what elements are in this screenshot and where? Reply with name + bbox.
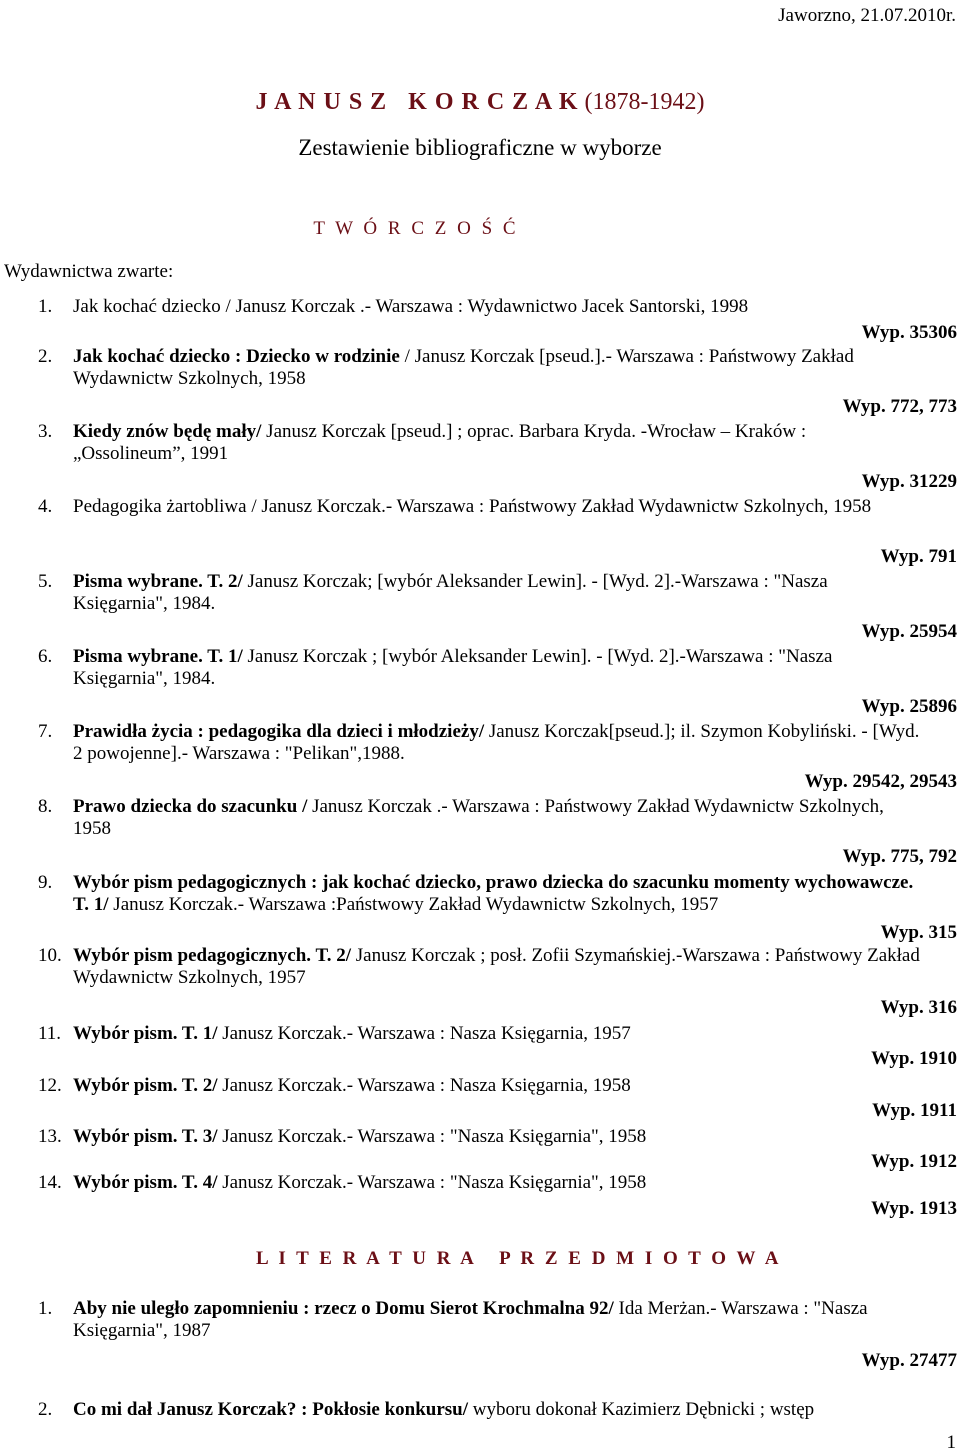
document-title — [0, 88, 960, 116]
entry-number: 9. — [38, 872, 53, 893]
entry-text: Pedagogika żartobliwa / Janusz Korczak.- Warszawa : Państwowy Zakład Wydawnictw Szkolnych, 1958 — [73, 496, 872, 517]
entry-number: 13. — [38, 1126, 62, 1147]
entry-signature: Wyp. 27477 — [861, 1350, 957, 1371]
entry-text: Jak kochać dziecko / Janusz Korczak .- Warszawa : Wydawnictwo Jacek Santorski, 1998 — [73, 296, 749, 317]
entry-number: 1. — [38, 1298, 53, 1319]
entry-number: 12. — [38, 1075, 62, 1096]
entry-signature: Wyp. 316 — [880, 997, 957, 1018]
entry-signature: Wyp. 315 — [880, 922, 957, 943]
entry-text: Prawidła życia : pedagogika dla dzieci i młodzieży/ Janusz Korczak[pseud.]; il. Szymon Kobyliński. - [Wyd. 2 powojenne].- Warszawa : "Pelikan",1988. — [73, 721, 920, 764]
title-years: (1878-1942) — [584, 89, 705, 115]
place-date: Jaworzno, 21.07.2010r. — [778, 5, 956, 26]
entry-text: Wybór pism. T. 2/ Janusz Korczak.- Warszawa : Nasza Księgarnia, 1958 — [73, 1075, 631, 1096]
entry-text: Wybór pism pedagogicznych. T. 2/ Janusz Korczak ; posł. Zofii Szymańskiej.-Warszawa : Państwowy Zakład Wydawnictw Szkolnych, 1957 — [73, 945, 920, 988]
entry-text: Wybór pism. T. 1/ Janusz Korczak.- Warszawa : Nasza Księgarnia, 1957 — [73, 1023, 631, 1044]
entry-signature: Wyp. 775, 792 — [842, 846, 957, 867]
entry-signature: Wyp. 35306 — [861, 322, 957, 343]
page-number: 1 — [946, 1432, 956, 1453]
entry-number: 3. — [38, 421, 53, 442]
entry-signature: Wyp. 1912 — [871, 1151, 957, 1172]
entry-text: Co mi dał Janusz Korczak? : Pokłosie konkursu/ wyboru dokonał Kazimierz Dębnicki ; wstęp — [73, 1399, 815, 1420]
entry-text: Wybór pism. T. 3/ Janusz Korczak.- Warszawa : "Nasza Księgarnia", 1958 — [73, 1126, 647, 1147]
title-name: J A N U S Z K O R C Z A K — [255, 89, 579, 115]
entry-text: Wybór pism. T. 4/ Janusz Korczak.- Warszawa : "Nasza Księgarnia", 1958 — [73, 1172, 647, 1193]
label-wydawnictwa-zwarte: Wydawnictwa zwarte: — [4, 261, 174, 282]
entry-signature: Wyp. 25954 — [861, 621, 957, 642]
entry-signature: Wyp. 791 — [880, 546, 957, 567]
entry-number: 5. — [38, 571, 53, 592]
entry-signature: Wyp. 29542, 29543 — [804, 771, 957, 792]
entry-number: 2. — [38, 1399, 53, 1420]
entry-number: 8. — [38, 796, 53, 817]
entry-number: 1. — [38, 296, 53, 317]
entry-signature: Wyp. 25896 — [861, 696, 957, 717]
entry-text: Aby nie uległo zapomnieniu : rzecz o Domu Sierot Krochmalna 92/ Ida Merżan.- Warszawa : "Nasza Księgarnia", 1987 — [73, 1298, 868, 1341]
entry-signature: Wyp. 1910 — [871, 1048, 957, 1069]
entry-text: Pisma wybrane. T. 1/ Janusz Korczak ; [wybór Aleksander Lewin]. - [Wyd. 2].-Warszawa : "Nasza Księgarnia", 1984. — [73, 646, 833, 689]
entry-signature: Wyp. 772, 773 — [842, 396, 957, 417]
entry-number: 7. — [38, 721, 53, 742]
entry-number: 14. — [38, 1172, 62, 1193]
entry-signature: Wyp. 1913 — [871, 1198, 957, 1219]
section-heading-literatura: L I T E R A T U R A P R Z E D M I O T O W A — [256, 1248, 782, 1269]
entry-number: 10. — [38, 945, 62, 966]
entry-text: Jak kochać dziecko : Dziecko w rodzinie / Janusz Korczak [pseud.].- Warszawa : Państwowy Zakład Wydawnictw Szkolnych, 1958 — [73, 346, 854, 389]
entry-signature: Wyp. 31229 — [861, 471, 957, 492]
entry-number: 6. — [38, 646, 53, 667]
entry-text: Prawo dziecka do szacunku / Janusz Korczak .- Warszawa : Państwowy Zakład Wydawnictw Szkolnych, 1958 — [73, 796, 884, 839]
entry-text: Kiedy znów będę mały/ Janusz Korczak [pseud.] ; oprac. Barbara Kryda. -Wrocław – Kraków : „Ossolineum”, 1991 — [73, 421, 807, 464]
entry-number: 11. — [38, 1023, 62, 1044]
entry-text: Pisma wybrane. T. 2/ Janusz Korczak; [wybór Aleksander Lewin]. - [Wyd. 2].-Warszawa : "Nasza Księgarnia", 1984. — [73, 571, 828, 614]
entry-signature: Wyp. 1911 — [872, 1100, 957, 1121]
entry-text: Wybór pism pedagogicznych : jak kochać dziecko, prawo dziecka do szacunku momenty wychowawcze. T. 1/ Janusz Korczak.- Warszawa :Państwowy Zakład Wydawnictw Szkolnych, 1957 — [73, 872, 914, 915]
entry-number: 2. — [38, 346, 53, 367]
entry-number: 4. — [38, 496, 53, 517]
document-subtitle: Zestawienie bibliograficzne w wyborze — [298, 135, 662, 160]
section-heading-tworczosc: T W Ó R C Z O Ś Ć — [313, 218, 519, 239]
